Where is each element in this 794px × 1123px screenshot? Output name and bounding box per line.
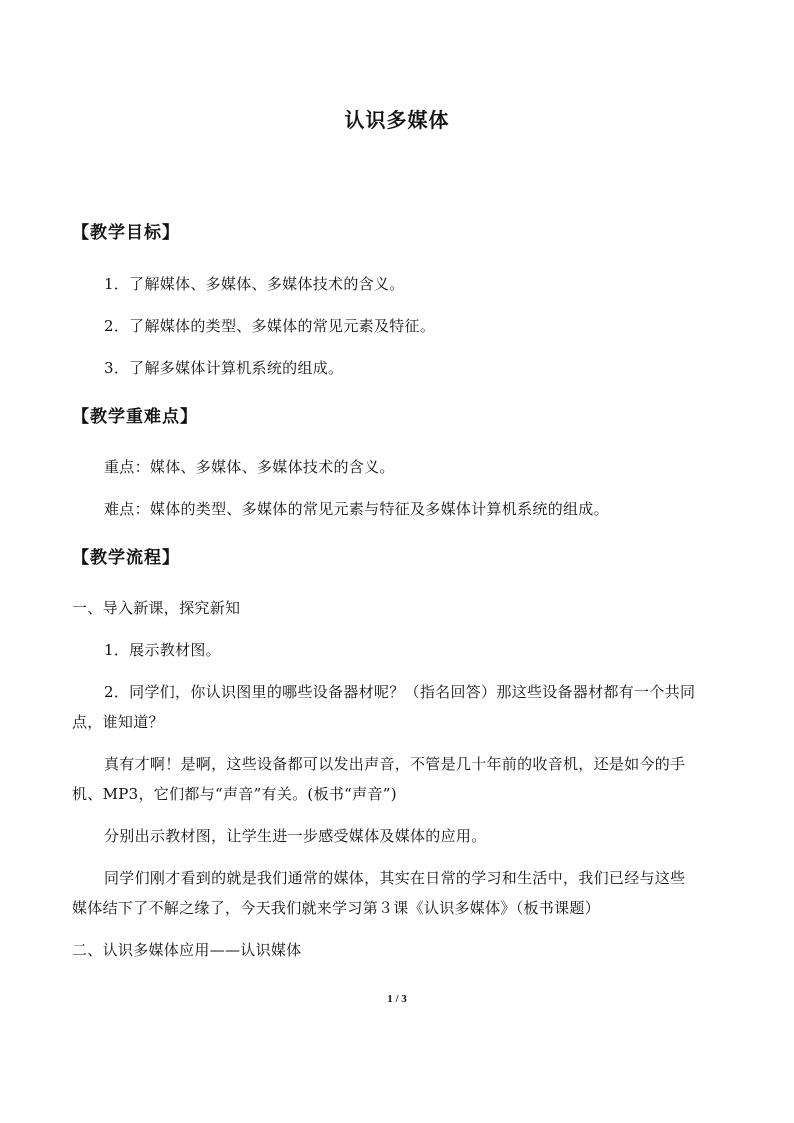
process-line: 真有才啊！是啊，这些设备都可以发出声音，不管是几十年前的收音机，还是如今的手 [104,755,686,773]
process-line: 点，谁知道？ [72,713,164,731]
process-line: 机、MP3，它们都与“声音”有关。(板书“声音”) [72,785,397,803]
goal-item: 2．了解媒体的类型、多媒体的常见元素及特征。 [104,317,436,335]
goal-item: 3．了解多媒体计算机系统的组成。 [104,359,344,377]
process-line: 分别出示教材图，让学生进一步感受媒体及媒体的应用。 [104,827,487,845]
process-line: 媒体结下了不解之缘了，今天我们就来学习第３课《认识多媒体》（板书课题） [72,899,601,917]
document-title: 认识多媒体 [344,108,450,132]
section-heading-process: 【教学流程】 [72,548,180,568]
key-point-item: 难点：媒体的类型、多媒体的常见元素与特征及多媒体计算机系统的组成。 [104,500,609,518]
goal-item: 1．了解媒体、多媒体、多媒体技术的含义。 [104,275,405,293]
process-line: 2．同学们，你认识图里的哪些设备器材呢？（指名回答）那这些设备器材都有一个共同 [104,683,696,701]
process-line: 一、导入新课，探究新知 [72,599,241,617]
process-line: 二、认识多媒体应用——认识媒体 [72,941,302,959]
section-heading-goals: 【教学目标】 [72,223,180,243]
page-number: 1 / 3 [387,993,407,1005]
process-line: 1．展示教材图。 [104,641,221,659]
section-heading-key-points: 【教学重难点】 [72,407,198,427]
process-line: 同学们刚才看到的就是我们通常的媒体，其实在日常的学习和生活中，我们已经与这些 [104,869,686,887]
key-point-item: 重点：媒体、多媒体、多媒体技术的含义。 [104,458,395,476]
